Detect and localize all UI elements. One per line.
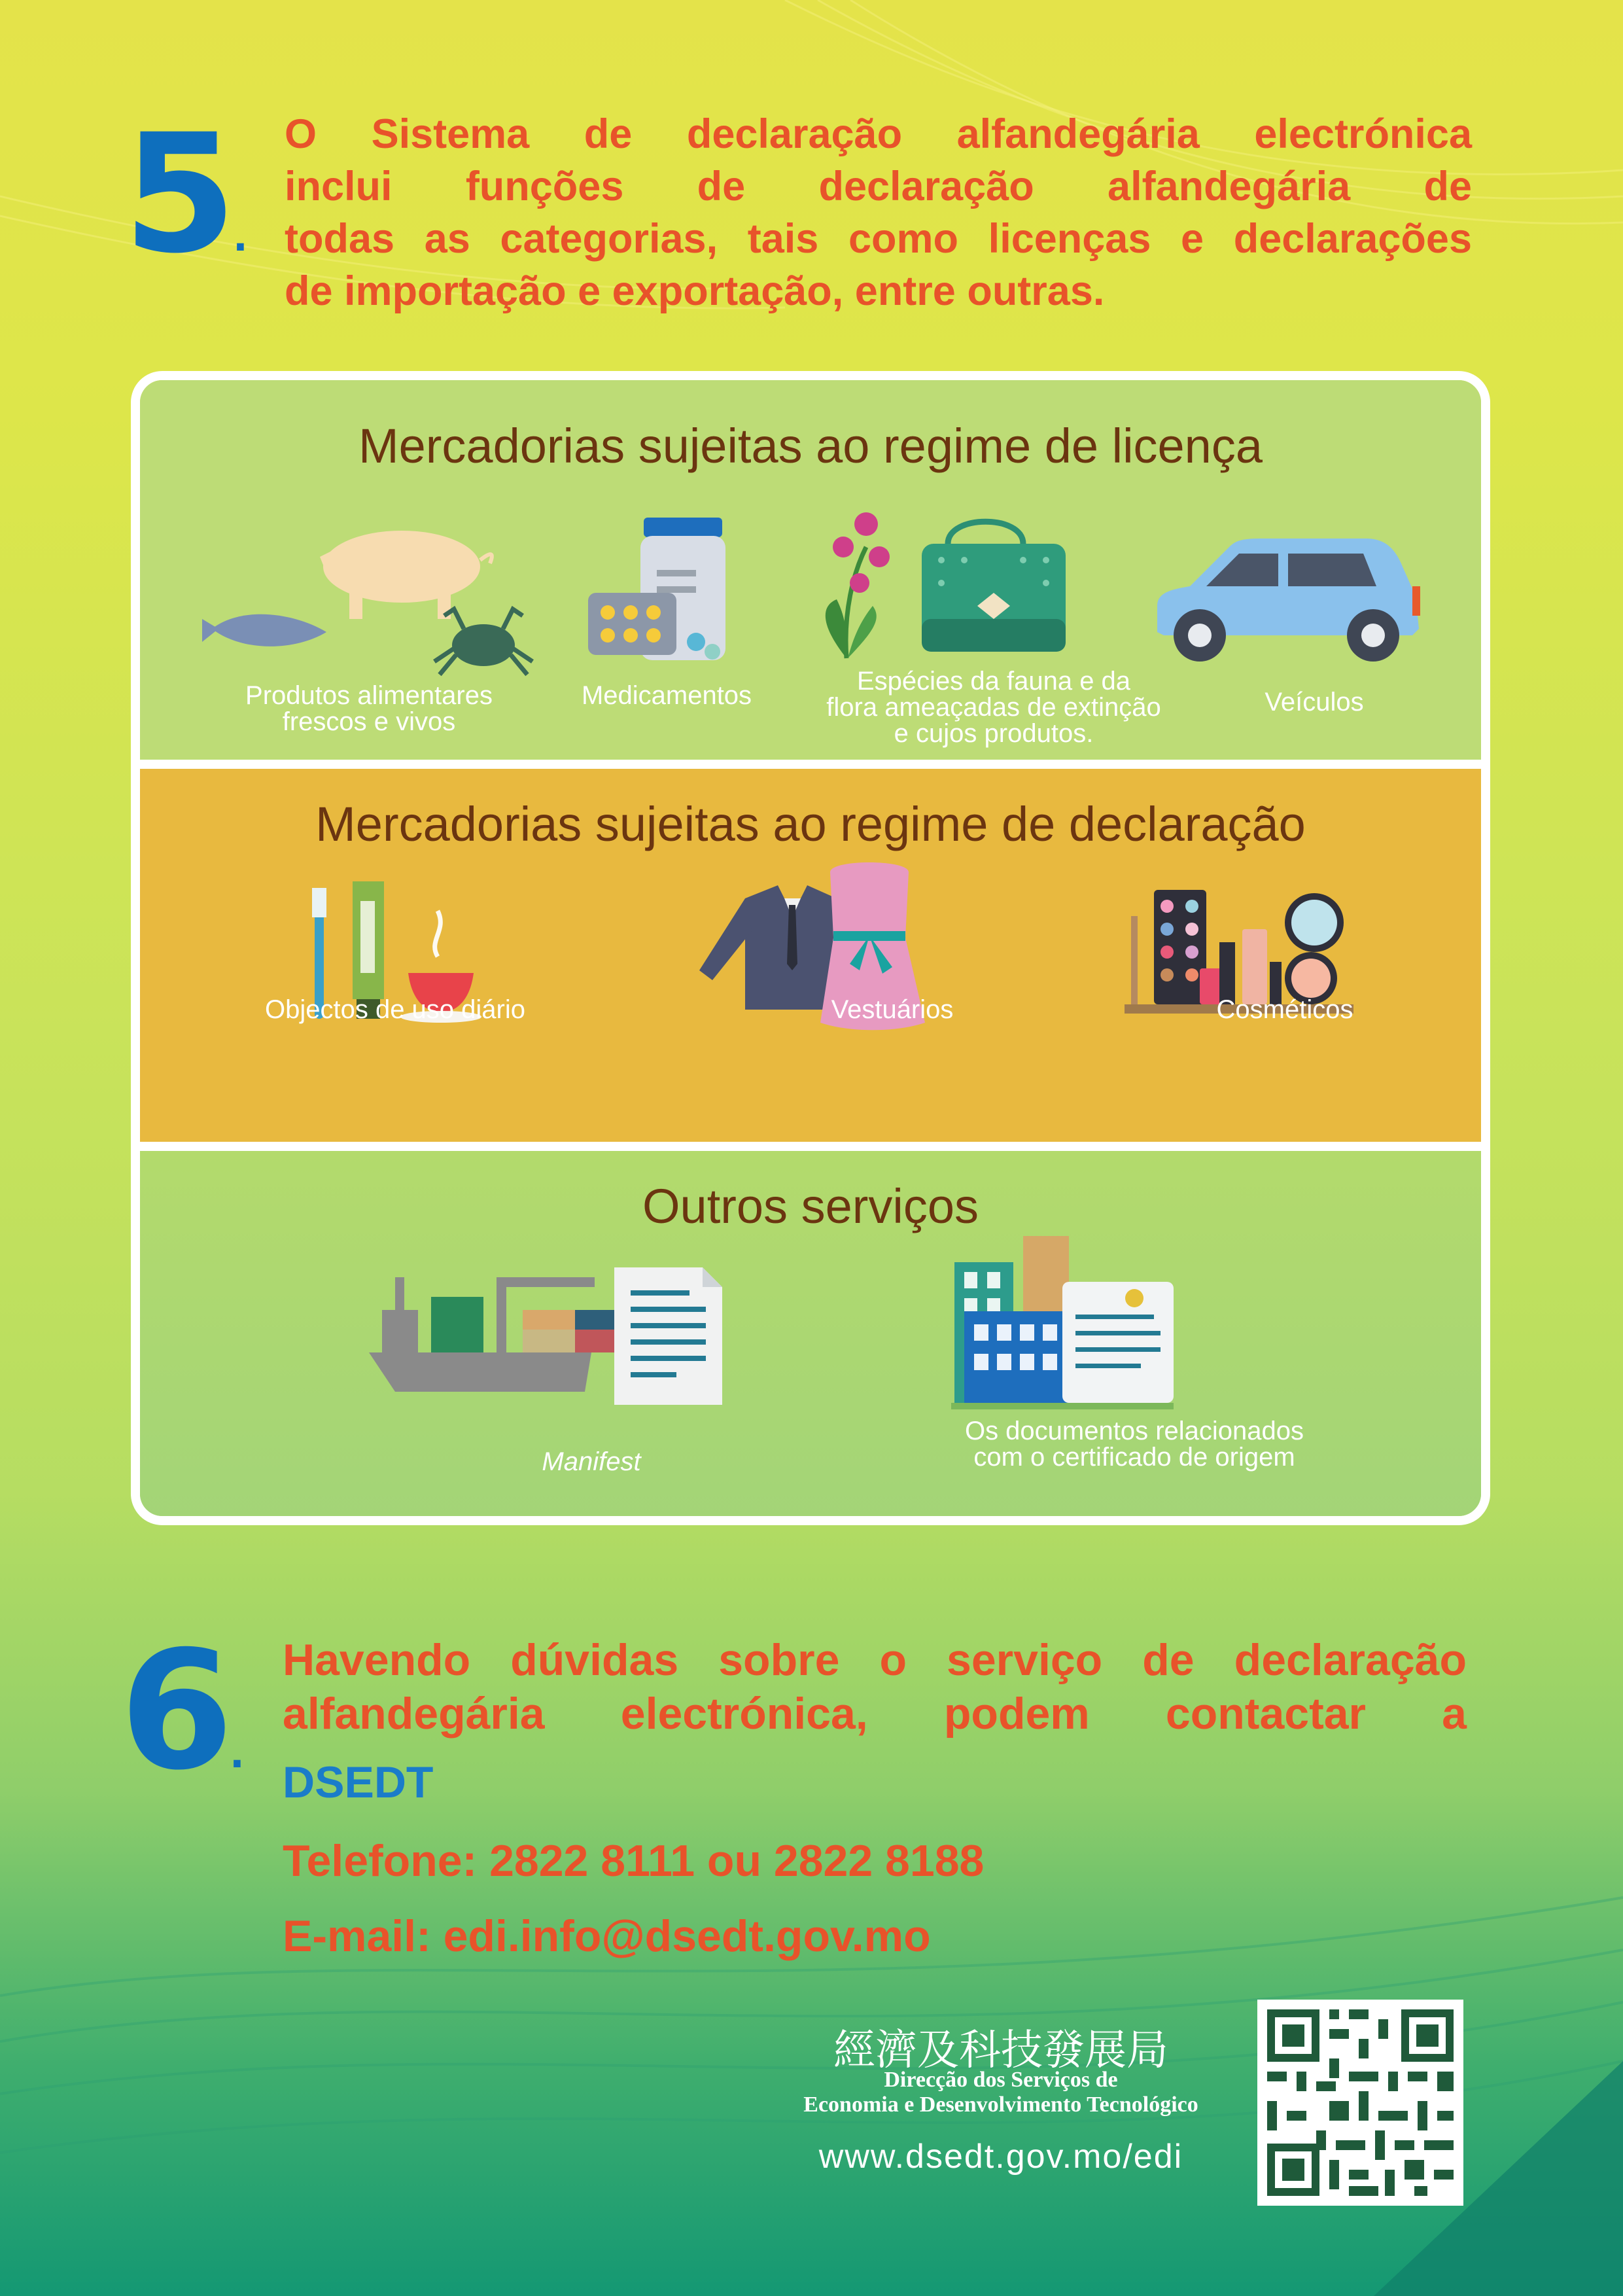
portuguese-name-2: Economia e Desenvolvimento Tecnológico bbox=[803, 2093, 1198, 2117]
section-6-number: 6. bbox=[120, 1616, 245, 1806]
label-line: Espécies da fauna e da bbox=[856, 667, 1131, 696]
label-fresh-food bbox=[205, 682, 532, 735]
section-6-line-2: alfandegária electrónica, podem contactar a bbox=[283, 1689, 1467, 1739]
email-link[interactable]: E-mail: edi.info@dsedt.gov.mo bbox=[283, 1911, 931, 1961]
goods-panel bbox=[131, 371, 1490, 1525]
label-line: flora ameaçadas de extinção bbox=[826, 693, 1161, 722]
label-clothing: Vestuários bbox=[831, 995, 954, 1024]
label-certificate-origin bbox=[964, 1418, 1304, 1470]
animals-icon bbox=[202, 521, 542, 678]
portuguese-name-1: Direcção dos Serviços de bbox=[884, 2068, 1118, 2092]
building-certificate-icon bbox=[951, 1236, 1180, 1413]
intro-line: de importação e exportação, entre outras. bbox=[285, 268, 1105, 314]
licence-title: Mercadorias sujeitas ao regime de licença bbox=[358, 419, 1263, 473]
label-line: com o certificado de origem bbox=[973, 1443, 1295, 1472]
label-line: Produtos alimentares bbox=[245, 681, 493, 710]
label-line: Medicamentos bbox=[581, 681, 752, 710]
label-line: Manifest bbox=[542, 1447, 641, 1476]
label-medicine bbox=[559, 682, 775, 709]
label-line: frescos e vivos bbox=[282, 707, 456, 736]
organisation-name: DSEDT bbox=[283, 1757, 434, 1807]
label-line: Os documentos relacionados bbox=[964, 1417, 1304, 1445]
section-5-number: 5. bbox=[123, 99, 248, 289]
chinese-name: 經濟及科技發展局 bbox=[833, 2026, 1168, 2075]
others-title: Outros serviços bbox=[642, 1179, 979, 1233]
section-6-line-1: Havendo dúvidas sobre o serviço de declaração bbox=[283, 1635, 1467, 1685]
intro-line: inclui funções de declaração alfandegária de bbox=[285, 164, 1472, 209]
phone-numbers: Telefone: 2822 8111 ou 2822 8188 bbox=[283, 1836, 985, 1886]
intro-line: O Sistema de declaração alfandegária electrónica bbox=[285, 111, 1472, 157]
intro-line: todas as categorias, tais como licenças e declarações bbox=[285, 216, 1472, 262]
label-line: Veículos bbox=[1265, 688, 1364, 716]
label-vehicles bbox=[1216, 689, 1412, 715]
declaration-title: Mercadorias sujeitas ao regime de declaração bbox=[315, 797, 1306, 851]
divider bbox=[140, 1142, 1481, 1151]
label-daily-items: Objectos de uso diário bbox=[264, 995, 525, 1024]
qr-code-icon[interactable] bbox=[1257, 2000, 1463, 2206]
section-5-text bbox=[285, 108, 1472, 317]
car-icon bbox=[1151, 537, 1439, 668]
website-link[interactable]: www.dsedt.gov.mo/edi bbox=[818, 2138, 1183, 2176]
divider bbox=[140, 760, 1481, 769]
label-endangered-species bbox=[801, 668, 1187, 747]
label-manifest bbox=[483, 1449, 699, 1475]
licence-section bbox=[140, 380, 1481, 760]
medicine-icon bbox=[582, 518, 732, 668]
others-section bbox=[140, 1151, 1481, 1525]
orchid-handbag-icon bbox=[807, 508, 1082, 665]
ship-document-icon bbox=[369, 1267, 735, 1418]
label-line: e cujos produtos. bbox=[894, 719, 1094, 748]
declaration-section bbox=[140, 769, 1481, 1142]
label-cosmetics: Cosméticos bbox=[1216, 995, 1353, 1024]
